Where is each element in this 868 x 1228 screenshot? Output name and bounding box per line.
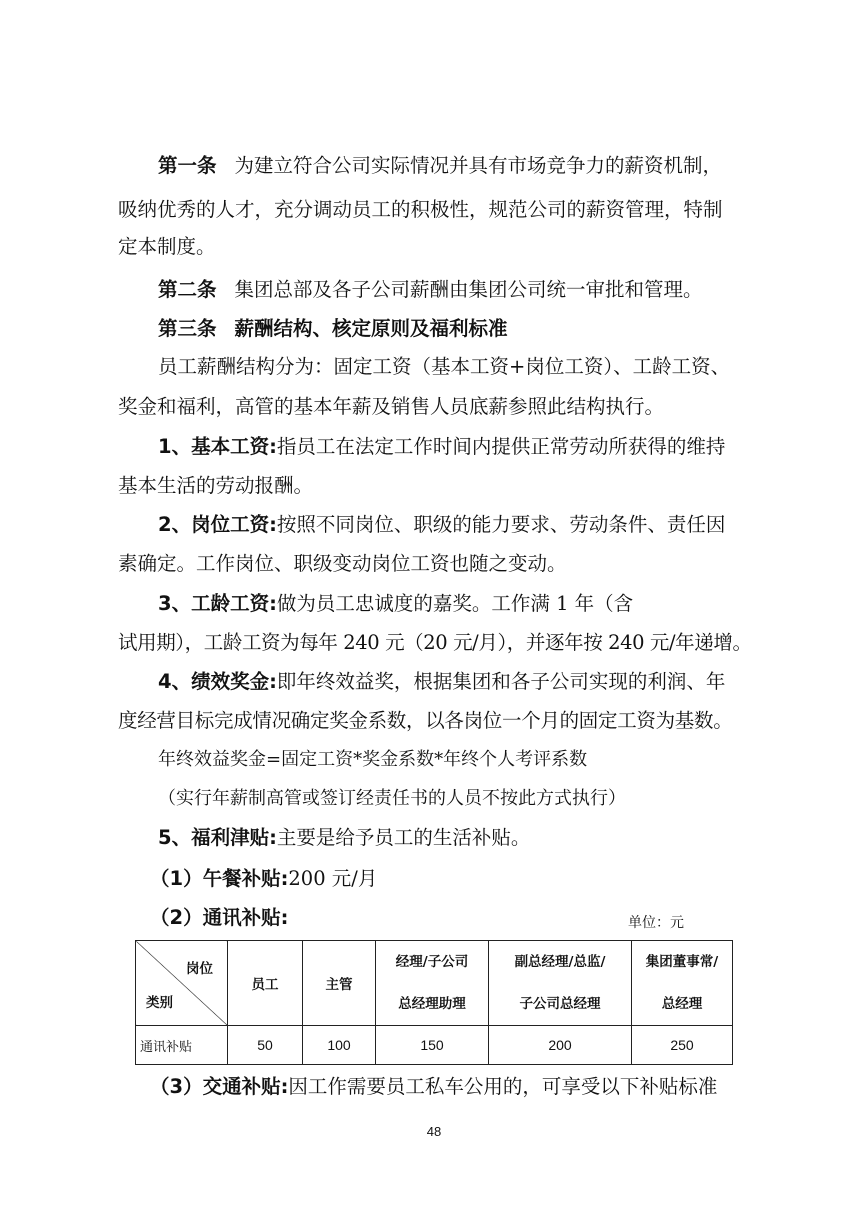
table-corner-cell	[136, 941, 228, 1026]
item-4-line-1: 4、绩效奖金:即年终效益奖，根据集团和各子公司实现的利润、年	[158, 670, 726, 693]
value-supervisor: 100	[303, 1026, 376, 1065]
article-2-heading: 第二条	[158, 278, 217, 301]
page-number: 48	[426, 1124, 442, 1139]
article-1-heading: 第一条	[158, 154, 217, 177]
article-3: 第三条 薪酬结构、核定原则及福利标准	[158, 317, 508, 340]
item-4-label: 4、绩效奖金:	[158, 670, 277, 693]
value-manager: 150	[376, 1026, 489, 1065]
corner-label-category: 类别	[146, 995, 173, 1011]
item-4-line-2: 度经营目标完成情况确定奖金系数，以各岗位一个月的固定工资为基数。	[118, 709, 733, 732]
bonus-note: （实行年薪制高管或签订经责任书的人员不按此方式执行）	[158, 788, 626, 809]
article-1-line-1: 第一条 为建立符合公司实际情况并具有市场竞争力的薪资机制，	[158, 154, 723, 177]
subsidy-1: （1）午餐补贴:200 元/月	[150, 867, 378, 890]
table-header-row	[136, 941, 733, 1026]
article-3-heading: 第三条	[158, 317, 217, 340]
subsidy-1-label: （1）午餐补贴:	[150, 867, 289, 890]
subsidy-3: （3）交通补贴:因工作需要员工私车公用的，可享受以下补贴标准	[150, 1075, 718, 1098]
header-manager: 经理/子公司 总经理助理	[376, 941, 489, 1026]
item-2-label: 2、岗位工资:	[158, 513, 277, 536]
item-2-line-2: 素确定。工作岗位、职级变动岗位工资也随之变动。	[118, 552, 567, 575]
item-5-label: 5、福利津贴:	[158, 826, 277, 849]
item-3-line-1: 3、工龄工资:做为员工忠诚度的嘉奖。工作满 1 年（含	[158, 592, 634, 615]
item-5: 5、福利津贴:主要是给予员工的生活补贴。	[158, 826, 531, 849]
structure-line-1: 员工薪酬结构分为：固定工资（基本工资+岗位工资）、工龄工资、	[158, 355, 731, 378]
item-1-line-2: 基本生活的劳动报酬。	[118, 474, 314, 497]
header-staff: 员工	[228, 941, 303, 1026]
subsidy-2-label: （2）通讯补贴:	[150, 906, 289, 929]
unit-label: 单位：元	[628, 915, 684, 931]
corner-label-position: 岗位	[186, 961, 213, 977]
table-row	[136, 1026, 733, 1065]
value-staff: 50	[228, 1026, 303, 1065]
structure-line-2: 奖金和福利，高管的基本年薪及销售人员底薪参照此结构执行。	[118, 395, 665, 418]
bonus-formula: 年终效益奖金=固定工资*奖金系数*年终个人考评系数	[158, 749, 588, 770]
row-label: 通讯补贴	[136, 1026, 228, 1065]
communication-subsidy-table	[135, 940, 733, 1065]
header-deputy-gm: 副总经理/总监/ 子公司总经理	[489, 941, 632, 1026]
item-3-label: 3、工龄工资:	[158, 592, 277, 615]
header-supervisor: 主管	[303, 941, 376, 1026]
article-1-line-3: 定本制度。	[118, 235, 216, 258]
article-2: 第二条 集团总部及各子公司薪酬由集团公司统一审批和管理。	[158, 278, 703, 301]
subsidy-3-label: （3）交通补贴:	[150, 1075, 289, 1098]
value-gm: 250	[632, 1026, 733, 1065]
item-1-label: 1、基本工资:	[158, 435, 277, 458]
item-1-line-1: 1、基本工资:指员工在法定工作时间内提供正常劳动所获得的维持	[158, 435, 726, 458]
item-3-line-2: 试用期），工龄工资为每年 240 元（20 元/月），并逐年按 240 元/年递增。	[118, 631, 752, 654]
article-1-line-2: 吸纳优秀的人才，充分调动员工的积极性，规范公司的薪资管理，特制	[118, 198, 723, 221]
value-deputy-gm: 200	[489, 1026, 632, 1065]
item-2-line-1: 2、岗位工资:按照不同岗位、职级的能力要求、劳动条件、责任因	[158, 513, 726, 536]
header-gm: 集团董事常/ 总经理	[632, 941, 733, 1026]
